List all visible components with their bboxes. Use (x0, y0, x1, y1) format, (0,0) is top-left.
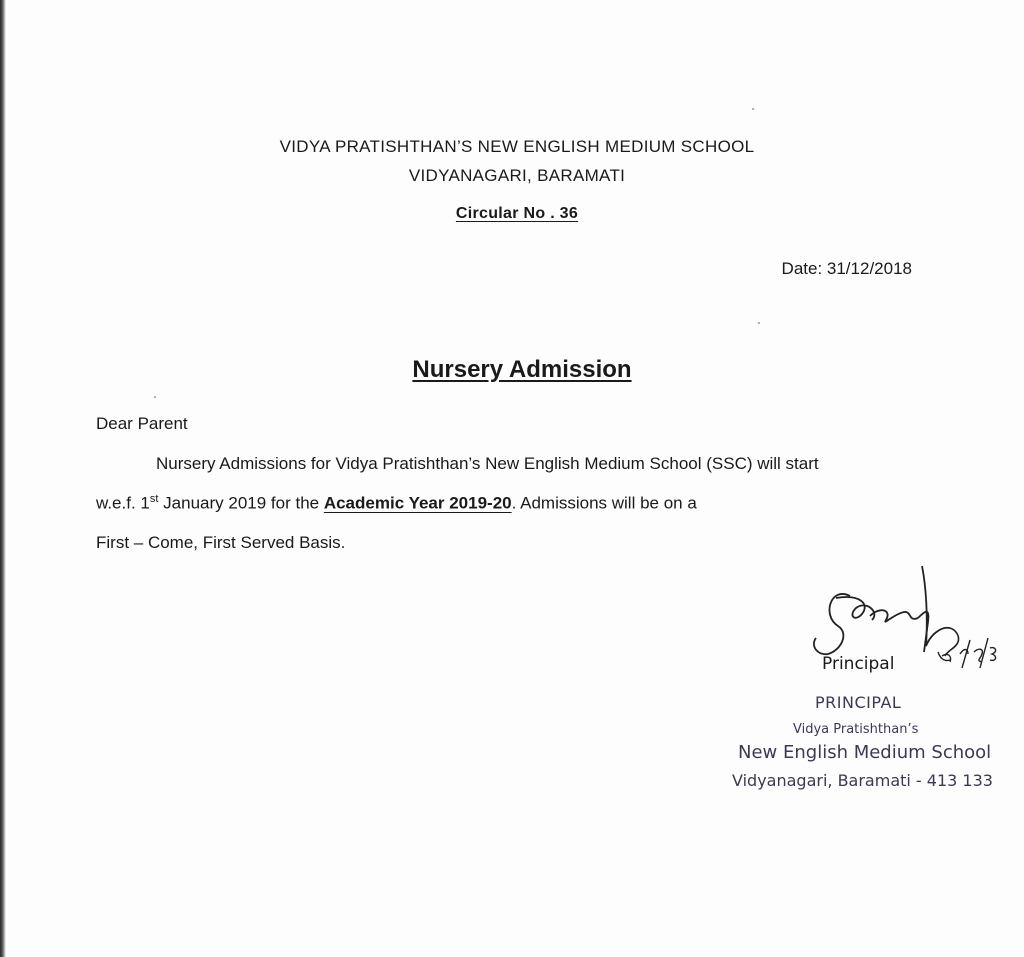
signature-label: Principal (822, 654, 895, 674)
ordinal-suffix: st (149, 493, 159, 505)
circular-number-text: Circular No . 36 (455, 205, 579, 222)
school-place: VIDYANAGARI, BARAMATI (408, 166, 626, 185)
notice-title (0, 356, 1024, 384)
salutation: Dear Parent (96, 414, 188, 433)
stamp-line-2: Vidya Pratishthan’s (793, 722, 919, 737)
line2-suffix: . Admissions will be on a (511, 493, 697, 513)
stamp-line-4: Vidyanagari, Baramati - 413 133 (732, 771, 993, 790)
scan-speck (758, 322, 760, 324)
notice-title-text: Nursery Admission (412, 356, 632, 383)
academic-year-highlight: Academic Year 2019-20 (323, 493, 512, 513)
scan-speck (154, 396, 156, 398)
circular-date: Date: 31/12/2018 (781, 259, 912, 278)
paragraph-line-2 (96, 493, 697, 514)
stamp-title: PRINCIPAL (815, 693, 902, 712)
line2-prefix: w.e.f. 1 (96, 493, 150, 513)
line2-middle: January 2019 for the (158, 493, 324, 513)
stamp-line-3: New English Medium School (738, 742, 992, 763)
circular-number (0, 205, 1024, 223)
scan-speck (752, 108, 754, 110)
school-name: VIDYA PRATISHTHAN’S NEW ENGLISH MEDIUM SCHOOL (279, 137, 755, 156)
paragraph-line-1: Nursery Admissions for Vidya Pratishthan’s New English Medium School (SSC) will start (156, 454, 819, 473)
paragraph-line-3: First – Come, First Served Basis. (96, 533, 346, 552)
